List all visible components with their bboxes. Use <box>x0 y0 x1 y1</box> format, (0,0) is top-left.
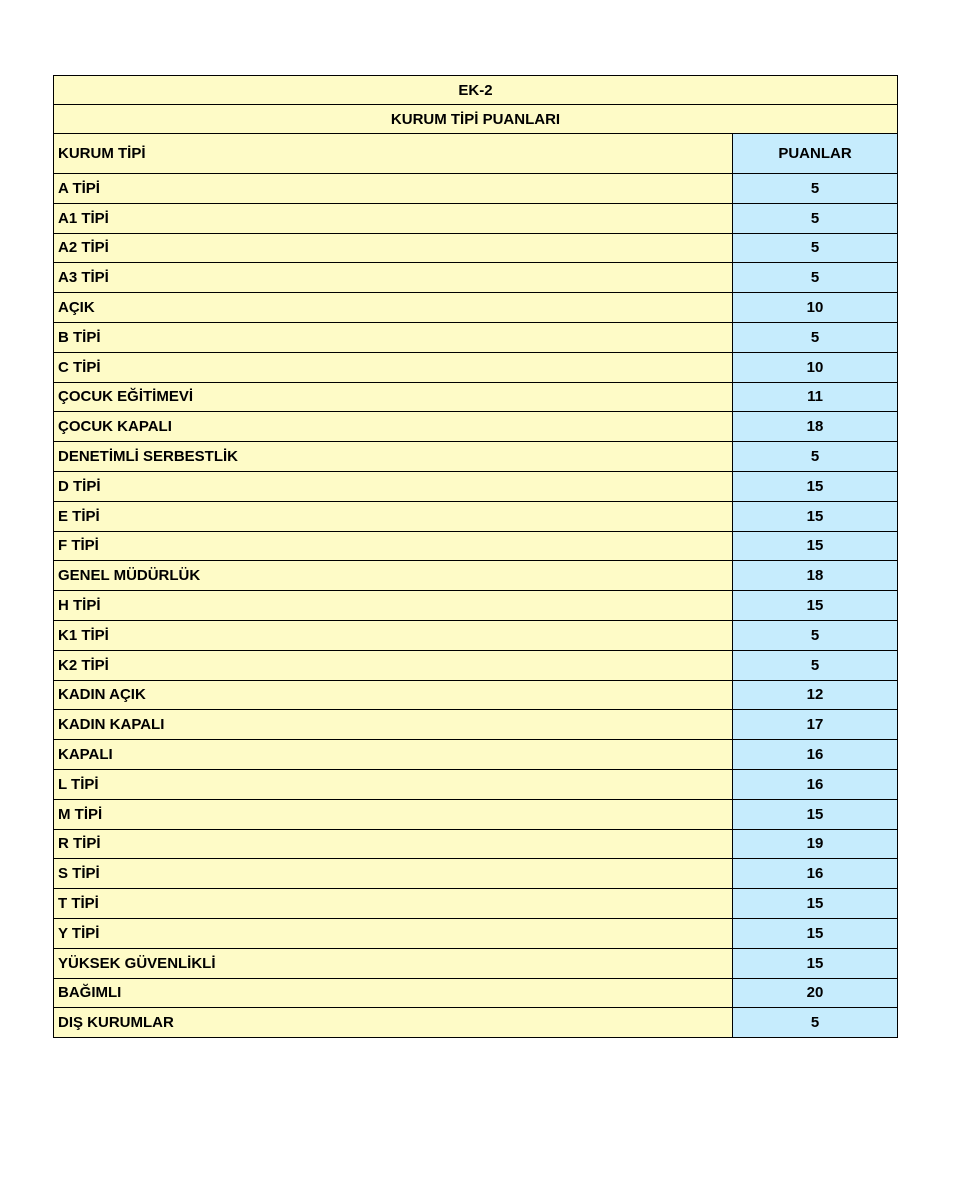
table-row <box>54 382 898 412</box>
table-row <box>54 978 898 1008</box>
table-header-row <box>54 134 898 174</box>
institution-type-cell: AÇIK <box>54 293 733 323</box>
table-row <box>54 293 898 323</box>
table-row <box>54 322 898 352</box>
points-cell: 15 <box>733 889 898 919</box>
table-row <box>54 889 898 919</box>
points-cell: 16 <box>733 769 898 799</box>
table-row <box>54 859 898 889</box>
table-row <box>54 352 898 382</box>
table-row <box>54 561 898 591</box>
table-row <box>54 233 898 263</box>
institution-type-cell: ÇOCUK EĞİTİMEVİ <box>54 382 733 412</box>
column-header-institution-type: KURUM TİPİ <box>54 134 733 174</box>
table-row <box>54 620 898 650</box>
points-cell: 5 <box>733 620 898 650</box>
points-cell: 5 <box>733 233 898 263</box>
institution-type-cell: L TİPİ <box>54 769 733 799</box>
institution-type-cell: DENETİMLİ SERBESTLİK <box>54 442 733 472</box>
points-cell: 11 <box>733 382 898 412</box>
table-row <box>54 501 898 531</box>
institution-points-table <box>53 75 898 1038</box>
table-row <box>54 680 898 710</box>
institution-type-cell: F TİPİ <box>54 531 733 561</box>
points-cell: 15 <box>733 531 898 561</box>
table-row <box>54 203 898 233</box>
points-cell: 12 <box>733 680 898 710</box>
institution-type-cell: E TİPİ <box>54 501 733 531</box>
points-cell: 5 <box>733 174 898 204</box>
points-cell: 15 <box>733 918 898 948</box>
table-row <box>54 918 898 948</box>
document-sheet <box>53 75 896 1038</box>
institution-type-cell: H TİPİ <box>54 591 733 621</box>
institution-type-cell: A2 TİPİ <box>54 233 733 263</box>
institution-type-cell: A3 TİPİ <box>54 263 733 293</box>
points-cell: 20 <box>733 978 898 1008</box>
table-row <box>54 442 898 472</box>
document-subtitle: KURUM TİPİ PUANLARI <box>54 105 898 134</box>
institution-type-cell: S TİPİ <box>54 859 733 889</box>
points-cell: 18 <box>733 412 898 442</box>
points-cell: 17 <box>733 710 898 740</box>
points-cell: 5 <box>733 322 898 352</box>
institution-type-cell: R TİPİ <box>54 829 733 859</box>
institution-type-cell: ÇOCUK KAPALI <box>54 412 733 442</box>
institution-type-cell: K1 TİPİ <box>54 620 733 650</box>
points-cell: 5 <box>733 1008 898 1038</box>
table-row <box>54 471 898 501</box>
points-cell: 19 <box>733 829 898 859</box>
institution-type-cell: GENEL MÜDÜRLÜK <box>54 561 733 591</box>
institution-type-cell: M TİPİ <box>54 799 733 829</box>
institution-type-cell: K2 TİPİ <box>54 650 733 680</box>
institution-type-cell: DIŞ KURUMLAR <box>54 1008 733 1038</box>
points-cell: 5 <box>733 263 898 293</box>
institution-type-cell: KADIN KAPALI <box>54 710 733 740</box>
institution-type-cell: C TİPİ <box>54 352 733 382</box>
institution-type-cell: A TİPİ <box>54 174 733 204</box>
institution-type-cell: KADIN AÇIK <box>54 680 733 710</box>
institution-type-cell: BAĞIMLI <box>54 978 733 1008</box>
points-cell: 16 <box>733 859 898 889</box>
points-cell: 10 <box>733 293 898 323</box>
institution-type-cell: Y TİPİ <box>54 918 733 948</box>
institution-type-cell: T TİPİ <box>54 889 733 919</box>
table-row <box>54 710 898 740</box>
table-row <box>54 1008 898 1038</box>
table-row <box>54 591 898 621</box>
table-row <box>54 740 898 770</box>
title-row <box>54 76 898 105</box>
points-cell: 15 <box>733 471 898 501</box>
table-row <box>54 412 898 442</box>
column-header-points: PUANLAR <box>733 134 898 174</box>
table-row <box>54 263 898 293</box>
table-row <box>54 650 898 680</box>
points-cell: 16 <box>733 740 898 770</box>
subtitle-row <box>54 105 898 134</box>
institution-type-cell: YÜKSEK GÜVENLİKLİ <box>54 948 733 978</box>
points-cell: 18 <box>733 561 898 591</box>
points-cell: 5 <box>733 203 898 233</box>
table-row <box>54 769 898 799</box>
institution-type-cell: A1 TİPİ <box>54 203 733 233</box>
table-row <box>54 829 898 859</box>
table-row <box>54 531 898 561</box>
institution-type-cell: B TİPİ <box>54 322 733 352</box>
points-cell: 5 <box>733 650 898 680</box>
points-cell: 5 <box>733 442 898 472</box>
institution-type-cell: KAPALI <box>54 740 733 770</box>
table-row <box>54 174 898 204</box>
points-cell: 15 <box>733 501 898 531</box>
points-cell: 15 <box>733 948 898 978</box>
table-row <box>54 799 898 829</box>
document-title: EK-2 <box>54 76 898 105</box>
points-cell: 10 <box>733 352 898 382</box>
table-row <box>54 948 898 978</box>
points-cell: 15 <box>733 799 898 829</box>
institution-type-cell: D TİPİ <box>54 471 733 501</box>
points-cell: 15 <box>733 591 898 621</box>
